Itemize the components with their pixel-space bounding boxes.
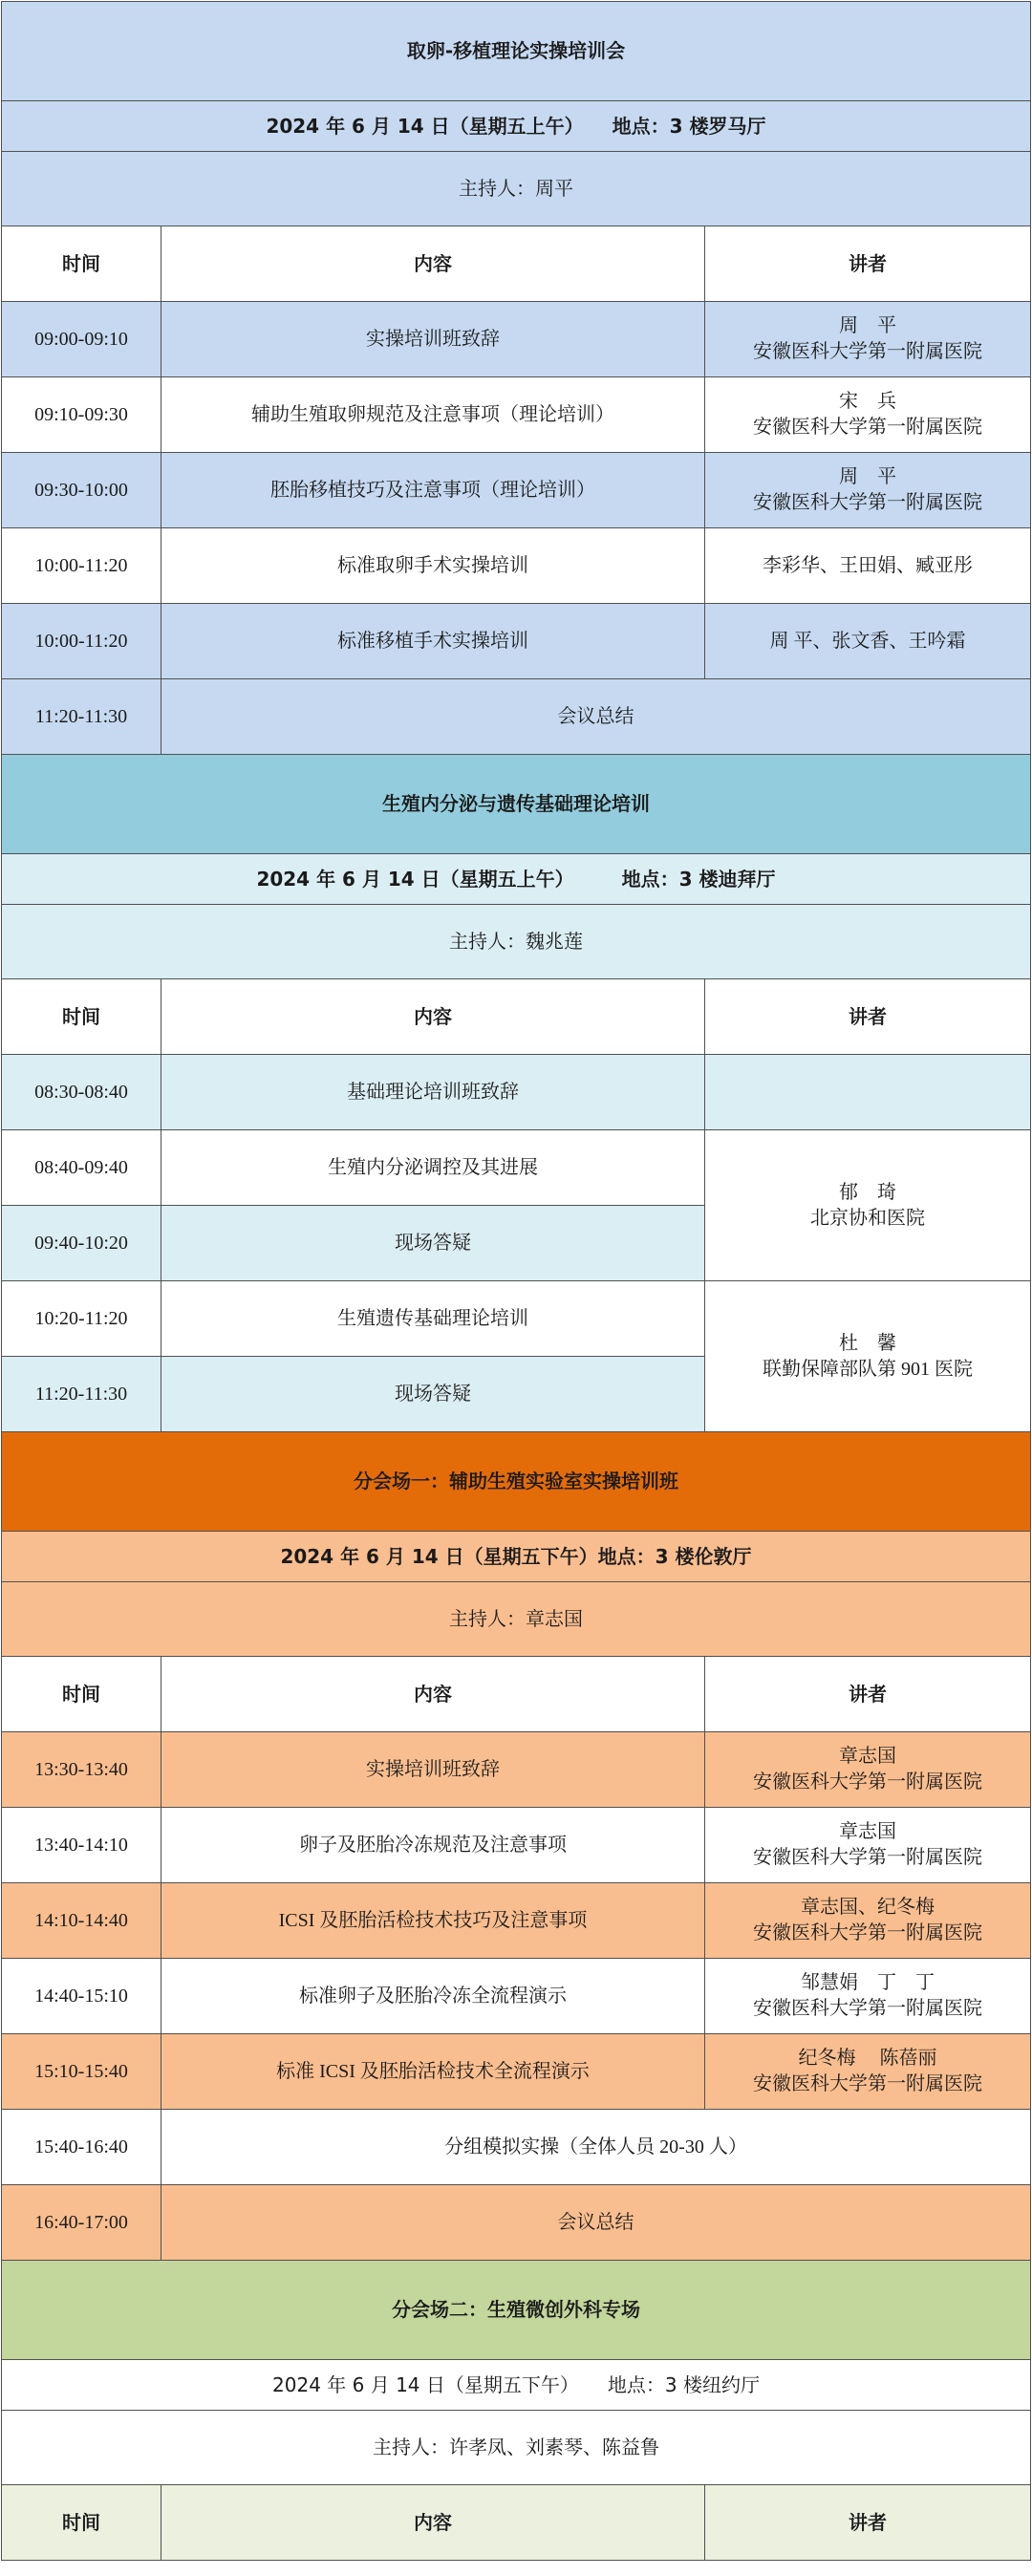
row-time: 09:30-10:00 xyxy=(2,453,161,528)
header-speaker: 讲者 xyxy=(705,226,1031,302)
section-title: 取卵-移植理论实操培训会 xyxy=(2,2,1031,101)
table-row xyxy=(2,1055,1031,1130)
table-row xyxy=(2,1281,1031,1357)
row-speaker xyxy=(705,453,1031,528)
table-row xyxy=(2,453,1031,528)
speaker-name: 章志国、纪冬梅 xyxy=(801,1897,935,1918)
row-content: 会议总结 xyxy=(161,679,1031,755)
speaker-org: 联勤保障部队第 901 医院 xyxy=(763,1358,973,1380)
section-date: 2024 年 6 月 14 日（星期五下午） xyxy=(272,2372,570,2396)
row-speaker xyxy=(705,2034,1031,2110)
table-row xyxy=(2,2110,1031,2185)
row-speaker: 周 平、张文香、王吟霜 xyxy=(705,604,1031,679)
row-time: 08:30-08:40 xyxy=(2,1055,161,1130)
row-content: 基础理论培训班致辞 xyxy=(161,1055,705,1130)
row-content: 卵子及胚胎冷冻规范及注意事项 xyxy=(161,1808,705,1883)
header-content: 内容 xyxy=(161,1657,705,1732)
row-time: 13:30-13:40 xyxy=(2,1732,161,1808)
table-row xyxy=(2,377,1031,453)
header-time: 时间 xyxy=(2,979,161,1055)
speaker-org: 安徽医科大学第一附属医院 xyxy=(753,492,982,513)
row-content: 胚胎移植技巧及注意事项（理论培训） xyxy=(161,453,705,528)
row-time: 10:20-11:20 xyxy=(2,1281,161,1357)
row-time: 08:40-09:40 xyxy=(2,1130,161,1206)
section-title: 分会场一：辅助生殖实验室实操培训班 xyxy=(2,1432,1031,1532)
section-date-venue: 2024 年 6 月 14 日（星期五下午）地点：3 楼伦敦厅 xyxy=(2,1532,1031,1582)
row-time: 15:40-16:40 xyxy=(2,2110,161,2185)
row-time: 10:00-11:20 xyxy=(2,528,161,604)
row-content: 标准 ICSI 及胚胎活检技术全流程演示 xyxy=(161,2034,705,2110)
speaker-org: 安徽医科大学第一附属医院 xyxy=(753,2073,982,2094)
header-content: 内容 xyxy=(161,2485,705,2561)
row-content: 生殖遗传基础理论培训 xyxy=(161,1281,705,1357)
section-host: 主持人：魏兆莲 xyxy=(2,905,1031,979)
row-content: 实操培训班致辞 xyxy=(161,1732,705,1808)
header-speaker: 讲者 xyxy=(705,1657,1031,1732)
speaker-org: 安徽医科大学第一附属医院 xyxy=(753,1998,982,2019)
row-speaker xyxy=(705,1130,1031,1281)
speaker-org: 北京协和医院 xyxy=(810,1207,925,1229)
row-content: 标准移植手术实操培训 xyxy=(161,604,705,679)
speaker-name: 纪冬梅 陈蓓丽 xyxy=(798,2048,937,2069)
row-speaker xyxy=(705,1281,1031,1432)
row-content: 实操培训班致辞 xyxy=(161,302,705,377)
row-time: 09:00-09:10 xyxy=(2,302,161,377)
row-content: 分组模拟实操（全体人员 20-30 人） xyxy=(161,2110,1031,2185)
speaker-name: 杜 馨 xyxy=(839,1332,896,1354)
table-row xyxy=(2,1883,1031,1959)
row-speaker xyxy=(705,1959,1031,2034)
row-speaker: 李彩华、王田娟、臧亚彤 xyxy=(705,528,1031,604)
row-content: 生殖内分泌调控及其进展 xyxy=(161,1130,705,1206)
header-time: 时间 xyxy=(2,2485,161,2561)
section-title: 分会场二：生殖微创外科专场 xyxy=(2,2261,1031,2360)
row-content: 辅助生殖取卵规范及注意事项（理论培训） xyxy=(161,377,705,453)
table-row xyxy=(2,604,1031,679)
speaker-name: 邹慧娟 丁 丁 xyxy=(801,1972,935,1993)
row-speaker xyxy=(705,377,1031,453)
row-time: 10:00-11:20 xyxy=(2,604,161,679)
section-date: 2024 年 6 月 14 日（星期五上午） xyxy=(256,867,565,891)
header-time: 时间 xyxy=(2,1657,161,1732)
section-date: 2024 年 6 月 14 日（星期五上午） xyxy=(266,114,574,138)
speaker-name: 宋 兵 xyxy=(839,391,896,412)
speaker-name: 周 平 xyxy=(839,315,896,336)
row-time: 14:10-14:40 xyxy=(2,1883,161,1959)
row-content: ICSI 及胚胎活检技术技巧及注意事项 xyxy=(161,1883,705,1959)
table-row xyxy=(2,1130,1031,1206)
speaker-org: 安徽医科大学第一附属医院 xyxy=(753,1922,982,1943)
section-host: 主持人：周平 xyxy=(2,152,1031,226)
row-speaker xyxy=(705,1883,1031,1959)
section-date-venue xyxy=(2,2360,1031,2411)
row-content: 标准取卵手术实操培训 xyxy=(161,528,705,604)
header-time: 时间 xyxy=(2,226,161,302)
speaker-name: 章志国 xyxy=(839,1746,896,1767)
section-lab-training xyxy=(2,1432,1031,2261)
table-row xyxy=(2,1732,1031,1808)
row-time: 15:10-15:40 xyxy=(2,2034,161,2110)
row-speaker xyxy=(705,1055,1031,1130)
table-row xyxy=(2,1808,1031,1883)
section-endocrine-genetics xyxy=(2,755,1031,1432)
table-row xyxy=(2,2185,1031,2261)
speaker-name: 郁 琦 xyxy=(839,1181,896,1203)
row-content: 现场答疑 xyxy=(161,1357,705,1432)
table-row xyxy=(2,528,1031,604)
row-content: 会议总结 xyxy=(161,2185,1031,2261)
row-time: 11:20-11:30 xyxy=(2,679,161,755)
section-date-venue xyxy=(2,854,1031,905)
speaker-org: 安徽医科大学第一附属医院 xyxy=(753,1771,982,1792)
section-venue: 地点：3 楼迪拜厅 xyxy=(621,867,776,891)
row-time: 14:40-15:10 xyxy=(2,1959,161,2034)
section-host: 主持人：许孝凤、刘素琴、陈益鲁 xyxy=(2,2411,1031,2485)
row-time: 13:40-14:10 xyxy=(2,1808,161,1883)
speaker-org: 安徽医科大学第一附属医院 xyxy=(753,417,982,438)
speaker-name: 周 平 xyxy=(839,466,896,487)
row-content: 现场答疑 xyxy=(161,1206,705,1281)
table-row xyxy=(2,302,1031,377)
speaker-org: 安徽医科大学第一附属医院 xyxy=(753,341,982,362)
row-time: 09:40-10:20 xyxy=(2,1206,161,1281)
row-time: 16:40-17:00 xyxy=(2,2185,161,2261)
speaker-org: 安徽医科大学第一附属医院 xyxy=(753,1847,982,1868)
header-speaker: 讲者 xyxy=(705,979,1031,1055)
header-speaker: 讲者 xyxy=(705,2485,1031,2561)
section-date-venue xyxy=(2,101,1031,152)
schedule-table xyxy=(1,1,1031,2561)
row-speaker xyxy=(705,1808,1031,1883)
row-time: 09:10-09:30 xyxy=(2,377,161,453)
section-egg-retrieval-transfer xyxy=(2,2,1031,755)
row-time: 11:20-11:30 xyxy=(2,1357,161,1432)
table-row xyxy=(2,1959,1031,2034)
section-host: 主持人：章志国 xyxy=(2,1582,1031,1657)
speaker-name: 章志国 xyxy=(839,1821,896,1842)
table-row xyxy=(2,679,1031,755)
section-venue: 地点：3 楼罗马厅 xyxy=(612,114,766,138)
row-content: 标准卵子及胚胎冷冻全流程演示 xyxy=(161,1959,705,2034)
section-title: 生殖内分泌与遗传基础理论培训 xyxy=(2,755,1031,854)
table-row xyxy=(2,2034,1031,2110)
header-content: 内容 xyxy=(161,226,705,302)
section-minimally-invasive-surgery xyxy=(2,2261,1031,2561)
row-speaker xyxy=(705,1732,1031,1808)
row-speaker xyxy=(705,302,1031,377)
header-content: 内容 xyxy=(161,979,705,1055)
section-venue: 地点：3 楼纽约厅 xyxy=(607,2372,760,2396)
